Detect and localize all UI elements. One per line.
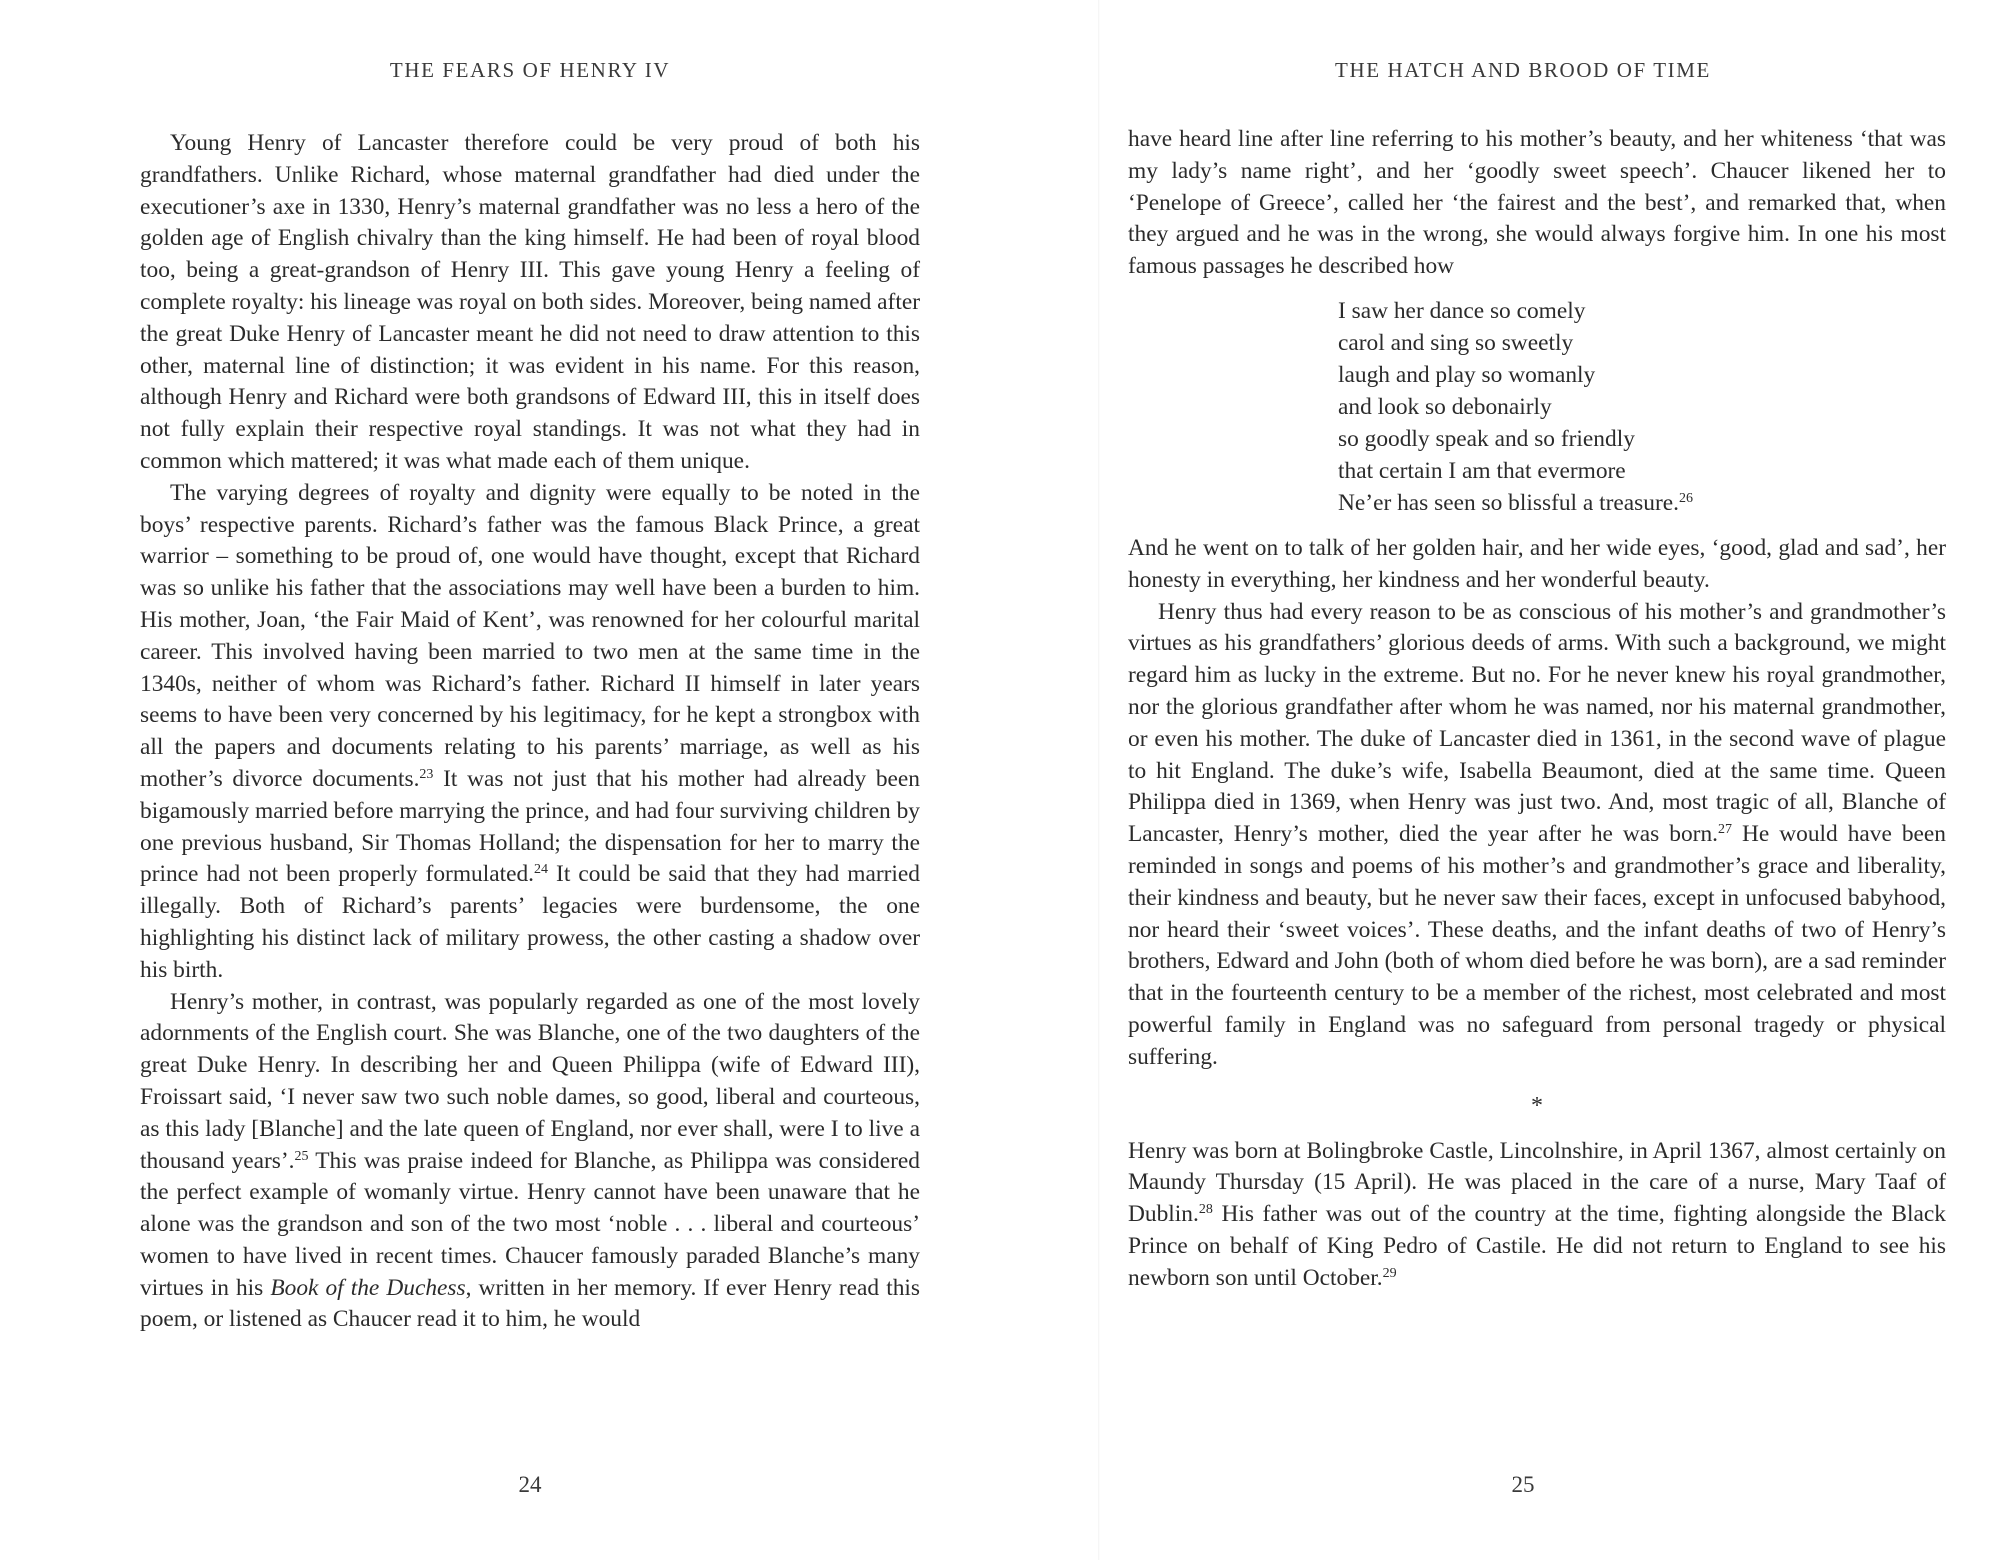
footnote-ref[interactable]: 27 xyxy=(1718,822,1732,838)
poem-line: that certain I am that evermore xyxy=(1338,457,1626,484)
poem-line-text: Ne’er has seen so blissful a treasure. xyxy=(1338,489,1679,516)
paragraph-text: It was not just that his mother had already been bigamously married before marrying the prince, and had four surviving children by one previous husband, Sir Thomas Holland; the dispensation for her to marry the prince had not been properly formulated. xyxy=(140,765,920,888)
poem-quote xyxy=(1338,295,1946,519)
paragraph xyxy=(1128,1136,1946,1295)
running-head-right: THE HATCH AND BROOD OF TIME xyxy=(1335,58,1711,82)
poem-line: and look so debonairly xyxy=(1338,393,1552,420)
section-break-asterisk: * xyxy=(1531,1092,1543,1119)
paragraph: have heard line after line referring to his mother’s beauty, and her whiteness ‘that was my lady’s name right’, and her ‘goodly sweet speech’. Chaucer likened her to ‘Penelope of Greece’, called her ‘the fairest and the best’, and remarked that, when they argued and he was in the wrong, she would always forgive him. In one his most famous passages he described how xyxy=(1128,126,1946,280)
poem-line: carol and sing so sweetly xyxy=(1338,329,1574,356)
paragraph-text: Henry’s mother, in contrast, was popularly regarded as one of the most lovely adornments of the English court. She was Blanche, one of the two daughters of the great Duke Henry. In describing her and Queen Philippa (wife of Edward III), Froissart said, ‘I never saw two such noble dames, so good, liberal and courteous, as this lady [Blanche] and the late queen of England, nor ever shall, were I to live a thousand years’. xyxy=(140,988,920,1174)
footnote-ref[interactable]: 23 xyxy=(419,766,434,782)
paragraph-text: Henry was born at Bolingbroke Castle, Lincolnshire, in April 1367, almost certainly on Maundy Thursday (15 April). He was placed in the care of a nurse, Mary Taaf of Dublin. xyxy=(1128,1137,1946,1228)
page-number-right: 25 xyxy=(1511,1472,1535,1497)
paragraph-text: Henry thus had every reason to be as conscious of his mother’s and grandmother’s virtues as his grandfathers’ glorious deeds of arms. With such a background, we might regard him as lucky in the extreme. But no. For he never knew his royal grandmother, nor the glorious grandfather after whom he was named, nor his maternal grandmother, or even his mother. The duke of Lancaster died in 1361, in the second wave of plague to hit England. The duke’s wife, Isabella Beaumont, died at the same time. Queen Philippa died in 1369, when Henry was just two. And, most tragic of all, Blanche of Lancaster, Henry’s mother, died the year after he was born. xyxy=(1128,598,1946,848)
poem-line: laugh and play so womanly xyxy=(1338,361,1596,388)
paragraph: And he went on to talk of her golden hair, and her wide eyes, ‘good, glad and sad’, her honesty in everything, her kindness and her wonderful beauty. xyxy=(1128,534,1946,593)
footnote-ref[interactable]: 24 xyxy=(534,862,549,878)
page-number-left: 24 xyxy=(518,1472,542,1497)
paragraph xyxy=(1128,597,1946,1074)
right-page xyxy=(1003,0,2006,1560)
paragraph-text: He would have been reminded in songs and poems of his mother’s and grandmother’s grace and liberality, their kindness and beauty, but he never saw their faces, except in unfocused babyhood, nor heard their ‘sweet voices’. These deaths, and the infant deaths of two of Henry’s brothers, Edward and John (both of whom died before he was born), are a sad reminder that in the fourteenth century to be a member of the richest, most celebrated and most powerful family in England was no safeguard from personal tragedy or physical suffering. xyxy=(1128,821,1946,1070)
paragraph xyxy=(140,478,920,987)
paragraph-text: It could be said that they had married illegally. Both of Richard’s parents’ legacies were burdensome, the one highlighting his distinct lack of military prowess, the other casting a shadow over his birth. xyxy=(140,861,920,983)
footnote-ref[interactable]: 28 xyxy=(1198,1202,1213,1218)
poem-line: I saw her dance so comely xyxy=(1338,297,1586,324)
paragraph xyxy=(140,987,920,1337)
poem-line xyxy=(1338,487,1946,519)
footnote-ref[interactable]: 25 xyxy=(294,1148,309,1164)
paragraph-text: This was praise indeed for Blanche, as Philippa was considered the perfect example of womanly virtue. Henry cannot have been unaware that he alone was the grandson and son of the two most ‘noble . . . liberal and courteous’ women to have lived in recent times. Chaucer famously paraded Blanche’s many virtues in his xyxy=(140,1147,920,1301)
poem-line: so goodly speak and so friendly xyxy=(1338,425,1635,452)
footnote-ref[interactable]: 29 xyxy=(1382,1265,1397,1281)
right-page-body xyxy=(1128,124,1946,1295)
footnote-ref[interactable]: 26 xyxy=(1679,490,1693,506)
paragraph: Young Henry of Lancaster therefore could be very proud of both his grandfathers. Unlike Richard, whose maternal grandfather had died under the executioner’s axe in 1330, Henry’s maternal grandfather was no less a hero of the golden age of English chivalry than the king himself. He had been of royal blood too, being a great-grandson of Henry III. This gave young Henry a feeling of complete royalty: his lineage was royal on both sides. Moreover, being named after the great Duke Henry of Lancaster meant he did not need to draw attention to this other, maternal line of distinction; it was evident in his name. For this reason, although Henry and Richard were both grandsons of Edward III, this in itself does not fully explain their respective royal standings. It was not what they had in common which mattered; it was what made each of them unique. xyxy=(140,130,920,474)
paragraph-text: , written in her memory. If ever Henry read this poem, or listened as Chaucer read it to him, he would xyxy=(140,1274,920,1333)
left-page-body xyxy=(140,128,920,1336)
running-head-left: THE FEARS OF HENRY IV xyxy=(389,58,671,82)
book-title: Book of the Duchess xyxy=(270,1274,466,1301)
paragraph-text: The varying degrees of royalty and dignity were equally to be noted in the boys’ respective parents. Richard’s father was the famous Black Prince, a great warrior – something to be proud of, one would have thought, except that Richard was so unlike his father that the associations may well have been a burden to him. His mother, Joan, ‘the Fair Maid of Kent’, was renowned for her colourful marital career. This involved having been married to two men at the same time in the 1340s, neither of whom was Richard’s father. Richard II himself in later years seems to have been very concerned by his legitimacy, for he kept a strongbox with all the papers and documents relating to his parents’ marriage, as well as his mother’s divorce documents. xyxy=(140,479,920,792)
paragraph-text: His father was out of the country at the time, fighting alongside the Black Prince on behalf of King Pedro of Castile. He did not return to England to see his newborn son until October. xyxy=(1128,1201,1946,1291)
